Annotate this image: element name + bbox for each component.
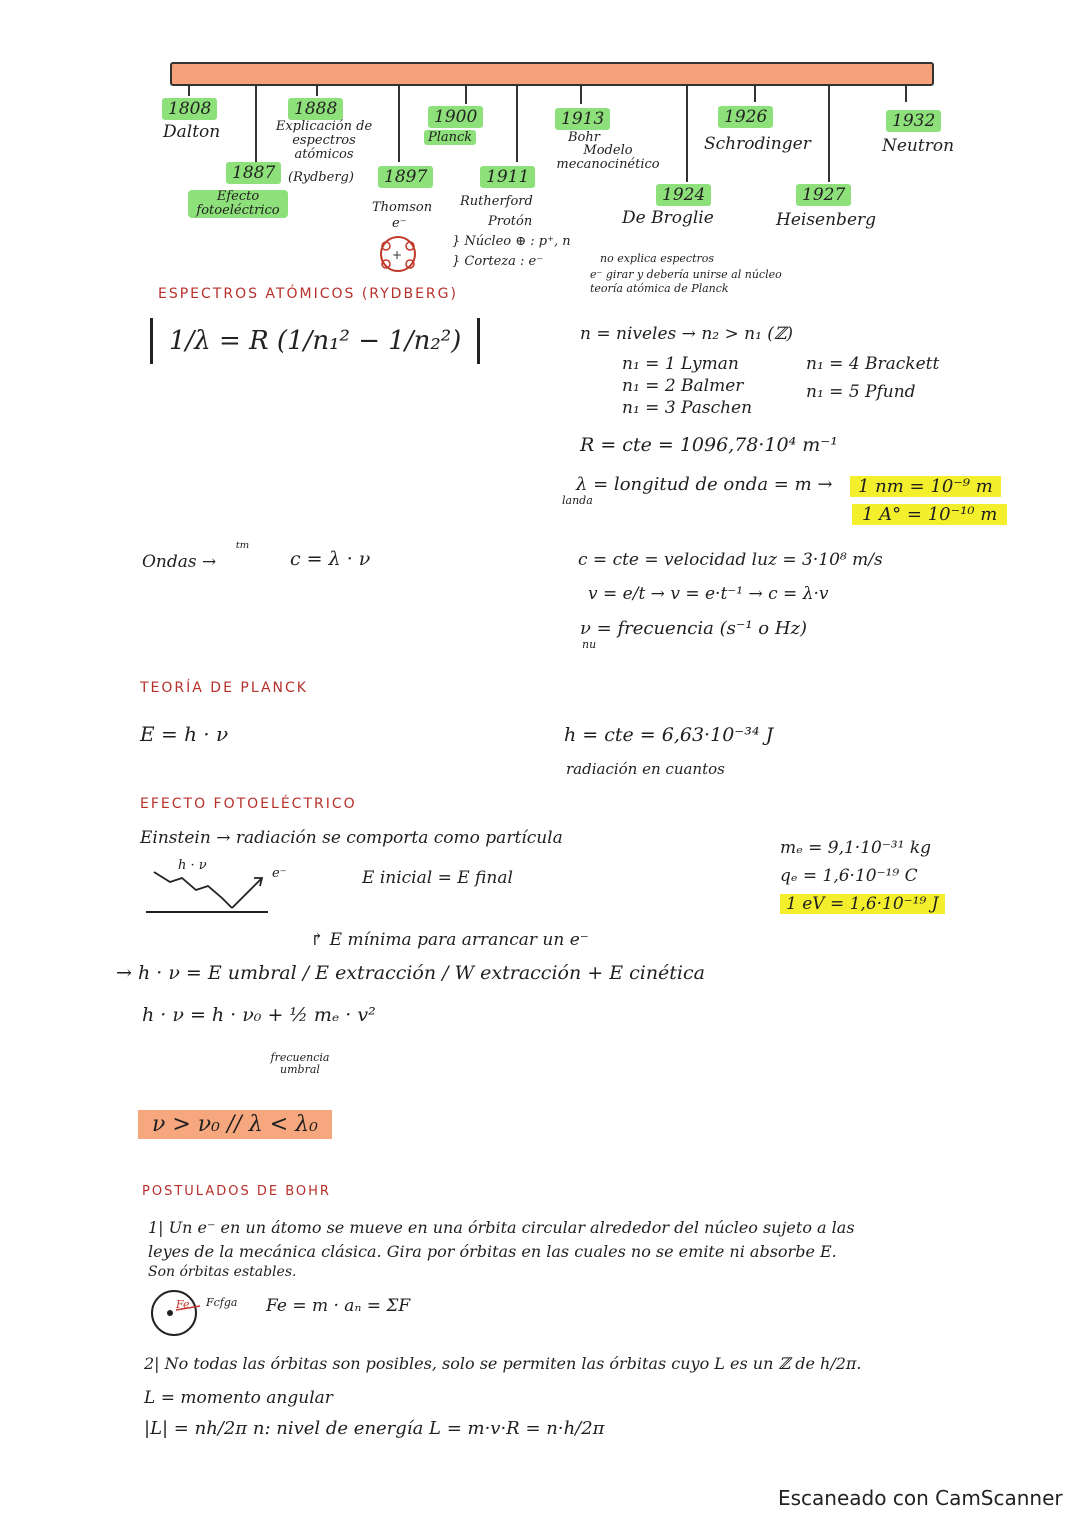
serie-brackett: n₁ = 4 Brackett [806,354,940,374]
energia-minima-note: ↱ E mínima para arrancar un e⁻ [310,930,589,950]
event-rutherford: Rutherford [460,194,533,209]
event-fotoelectrico: Efecto fotoeléctrico [188,190,288,218]
momento-angular-def: L = momento angular [144,1388,333,1408]
ecuacion-cinetica: h · ν = h · ν₀ + ½ mₑ · v² [142,1004,376,1026]
serie-pfund: n₁ = 5 Pfund [806,382,916,402]
momento-angular-eq: |L| = nh/2π n: nivel de energía L = m·v·R = n·h/2π [144,1418,605,1439]
angstrom-conversion: 1 A° = 10⁻¹⁰ m [852,504,1007,525]
event-dalton: Dalton [163,122,221,142]
lambda-def: λ = longitud de onda = m → [576,474,833,495]
planck-constant: h = cte = 6,63·10⁻³⁴ J [564,724,774,746]
timeline-tick [398,84,400,162]
timeline-tick [686,84,688,182]
year-1927: 1927 [796,184,851,206]
nu-sub: nu [582,638,597,651]
planck-formula: E = h · ν [140,722,229,746]
einstein-note: Einstein → radiación se comporta como partícula [140,828,563,848]
heading-bohr: POSTULADOS DE BOHR [142,1184,331,1199]
timeline-tick [754,84,756,102]
event-schrodinger: Schrodinger [704,134,811,154]
year-1900: 1900 [428,106,483,128]
event-heisenberg: Heisenberg [776,210,877,230]
fe-equation: Fe = m · aₙ = ΣF [266,1296,411,1316]
frecuencia-umbral-note: frecuencia umbral [270,1051,330,1076]
year-1913: 1913 [555,108,610,130]
heading-espectros: ESPECTROS ATÓMICOS (RYDBERG) [158,286,458,302]
timeline-tick [516,84,518,162]
postulado-1-line-3: Son órbitas estables. [148,1264,297,1280]
lambda-sub: landa [562,494,593,507]
timeline-tick [828,84,830,182]
heading-fotoelectrico: EFECTO FOTOELÉCTRICO [140,796,357,812]
svg-text:+: + [392,248,403,262]
electron-label: e⁻ [272,866,287,881]
fcfga-label: Fcfga [206,1296,238,1309]
niveles-def: n = niveles → n₂ > n₁ (ℤ) [580,324,793,344]
postulado-1-line-2: leyes de la mecánica clásica. Gira por órbitas en las cuales no se emite ni absorbe E. [148,1242,837,1261]
event-rydberg-sub: (Rydberg) [288,170,354,185]
year-1808: 1808 [162,98,217,120]
rydberg-constant: R = cte = 1096,78·10⁴ m⁻¹ [580,434,838,456]
postulado-2: 2| No todas las órbitas son posibles, solo se permiten las órbitas cuyo L es un ℤ de h/2π. [144,1354,862,1373]
ecuacion-einstein: → h · ν = E umbral / E extracción / W extracción + E cinética [116,962,705,984]
year-1887: 1887 [226,162,281,184]
fe-label: Fe [176,1298,190,1311]
wave-symbol: ᵗᵐ [236,538,250,557]
event-thomson-sub: e⁻ [392,216,407,231]
year-1926: 1926 [718,106,773,128]
serie-lyman: n₁ = 1 Lyman [622,354,739,374]
rydberg-formula: 1/λ = R (1/n₁² − 1/n₂²) [150,318,480,364]
ondas-formula: c = λ · ν [290,548,371,570]
year-1897: 1897 [378,166,433,188]
serie-balmer: n₁ = 2 Balmer [622,376,744,396]
ondas-label: Ondas → [142,552,217,572]
year-1888: 1888 [288,98,343,120]
timeline-tick [188,84,190,96]
rutherford-note-1: no explica espectros [600,252,715,265]
orbit-icon [148,1286,208,1340]
photoelectric-diagram [140,860,280,920]
serie-paschen: n₁ = 3 Paschen [622,398,753,418]
nu-def: ν = frecuencia (s⁻¹ o Hz) [580,618,808,639]
rutherford-nucleo: } Núcleo ⊕ : p⁺, n [452,234,571,249]
thomson-atom-icon [374,232,434,276]
electron-charge: qₑ = 1,6·10⁻¹⁹ C [780,866,918,886]
electron-mass: mₑ = 9,1·10⁻³¹ kg [780,838,932,858]
year-1932: 1932 [886,110,941,132]
rutherford-note-2: e⁻ girar y debería unirse al núcleo [590,268,782,281]
postulado-1-line-1: 1| Un e⁻ en un átomo se mueve en una órbita circular alrededor del núcleo sujeto a las [148,1218,855,1237]
timeline-tick [905,84,907,102]
year-1924: 1924 [656,184,711,206]
ev-conversion: 1 eV = 1,6·10⁻¹⁹ J [780,894,945,914]
event-debroglie: De Broglie [622,208,714,228]
event-thomson: Thomson [372,200,433,215]
v-def: v = e/t → v = e·t⁻¹ → c = λ·v [588,584,829,604]
rutherford-corteza: } Corteza : e⁻ [452,254,544,269]
event-neutron: Neutron [882,136,955,156]
event-planck: Planck [424,130,476,145]
hv-label: h · ν [178,858,207,873]
event-rutherford-sub: Protón [488,214,533,229]
planck-note: radiación en cuantos [566,760,725,778]
timeline-tick [580,84,582,104]
event-bohr: Bohr [568,130,600,145]
timeline-tick [255,84,257,162]
timeline-tick [316,84,318,96]
timeline-tick [465,84,467,104]
event-rydberg: Explicación de espectros atómicos [275,119,373,162]
event-bohr-sub: Modelo mecanocinético [556,143,660,172]
heading-planck: TEORÍA DE PLANCK [140,680,308,696]
c-def: c = cte = velocidad luz = 3·10⁸ m/s [578,550,883,570]
condicion-umbral: ν > ν₀ // λ < λ₀ [138,1110,332,1139]
energia-conservacion: E inicial = E final [362,868,513,888]
nm-conversion: 1 nm = 10⁻⁹ m [850,476,1001,497]
scanner-watermark: Escaneado con CamScanner [778,1486,1063,1510]
timeline-bar [170,62,934,86]
year-1911: 1911 [480,166,535,188]
rutherford-note-3: teoría atómica de Planck [590,282,729,295]
